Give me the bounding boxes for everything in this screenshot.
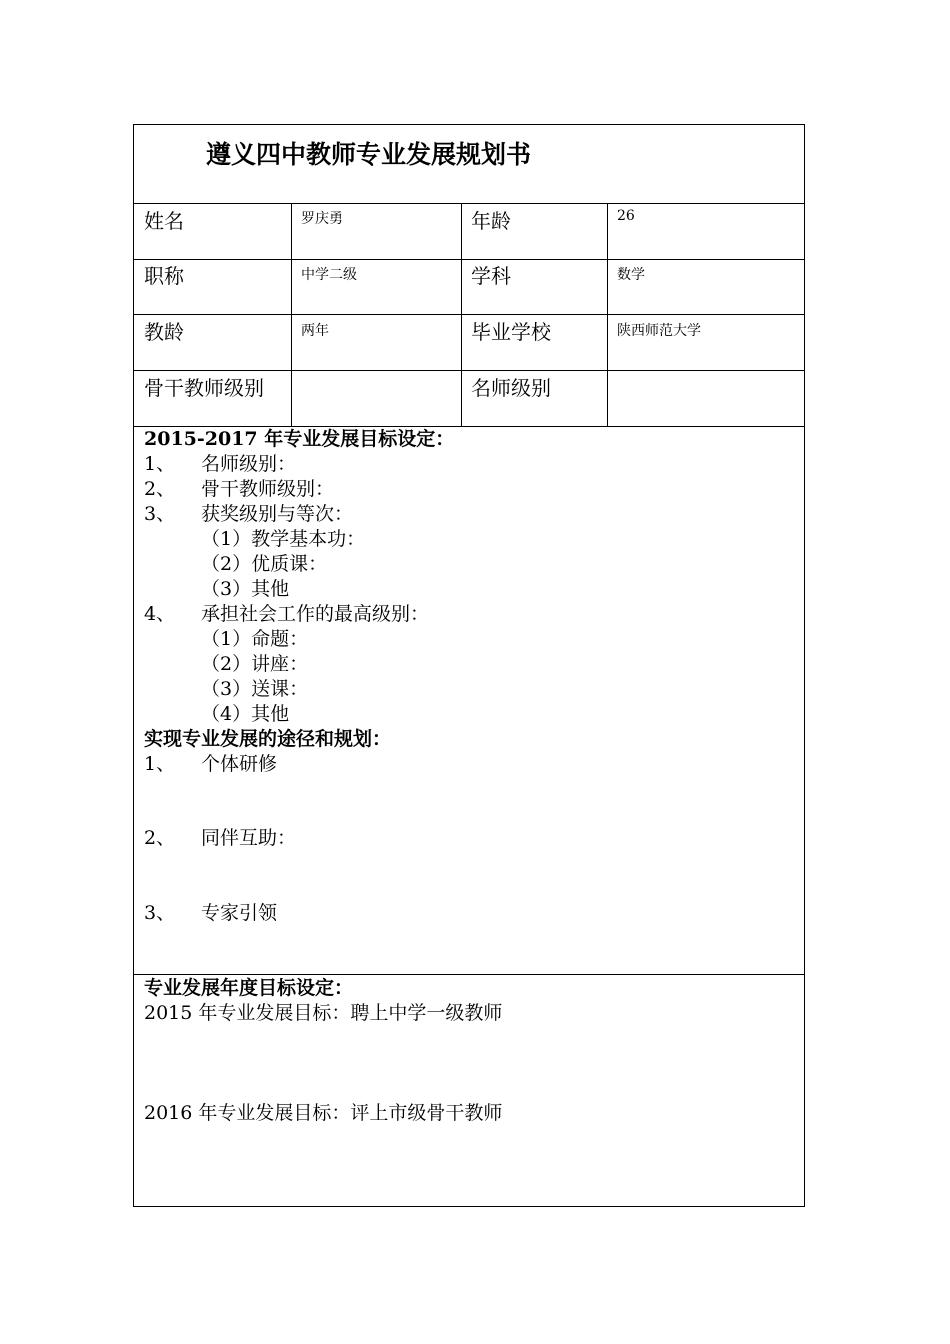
years-value: 两年 (301, 323, 329, 339)
school-label: 毕业学校 (471, 320, 551, 344)
famous-label: 名师级别 (471, 376, 551, 400)
social-sub-item: （3）送课： (201, 678, 309, 700)
column-divider (461, 203, 462, 426)
award-sub-item: （2）优质课： (201, 553, 328, 575)
school-value: 陕西师范大学 (617, 323, 701, 339)
path-heading: 实现专业发展的途径和规划： (144, 728, 392, 750)
path-item: 3、 专家引领 (144, 902, 278, 924)
title-value: 中学二级 (301, 267, 357, 283)
goals-heading: 2015-2017 年专业发展目标设定： (144, 428, 455, 450)
goal-item: 3、 获奖级别与等次： (144, 503, 354, 525)
age-label: 年龄 (471, 209, 511, 233)
years-label: 教龄 (144, 320, 184, 344)
row-divider (134, 370, 804, 371)
goal-item: 1、 名师级别： (144, 453, 297, 475)
goal-item: 4、 承担社会工作的最高级别： (144, 603, 430, 625)
subject-label: 学科 (471, 264, 511, 288)
annual-heading: 专业发展年度目标设定： (144, 977, 354, 999)
age-value: 26 (617, 208, 635, 224)
title-label: 职称 (144, 264, 184, 288)
social-sub-item: （1）命题： (201, 628, 309, 650)
name-label: 姓名 (144, 209, 184, 233)
column-divider (291, 203, 292, 426)
row-divider (134, 314, 804, 315)
goal-item: 2、 骨干教师级别： (144, 478, 335, 500)
form-title: 遵义四中教师专业发展规划书 (206, 140, 532, 169)
row-divider (134, 259, 804, 260)
plan-form (133, 124, 805, 1207)
backbone-label: 骨干教师级别 (144, 376, 264, 400)
award-sub-item: （1）教学基本功： (201, 528, 366, 550)
name-value: 罗庆勇 (301, 211, 343, 227)
social-sub-item: （2）讲座： (201, 653, 309, 675)
path-item: 2、 同伴互助： (144, 827, 297, 849)
column-divider (607, 203, 608, 426)
award-sub-item: （3）其他 (201, 578, 290, 600)
annual-goal-2015: 2015 年专业发展目标：聘上中学一级教师 (144, 1002, 503, 1024)
path-item: 1、 个体研修 (144, 753, 278, 775)
subject-value: 数学 (617, 267, 645, 283)
row-divider (134, 974, 804, 975)
social-sub-item: （4）其他 (201, 703, 290, 725)
row-divider (134, 203, 804, 204)
annual-goal-2016: 2016 年专业发展目标：评上市级骨干教师 (144, 1102, 503, 1124)
